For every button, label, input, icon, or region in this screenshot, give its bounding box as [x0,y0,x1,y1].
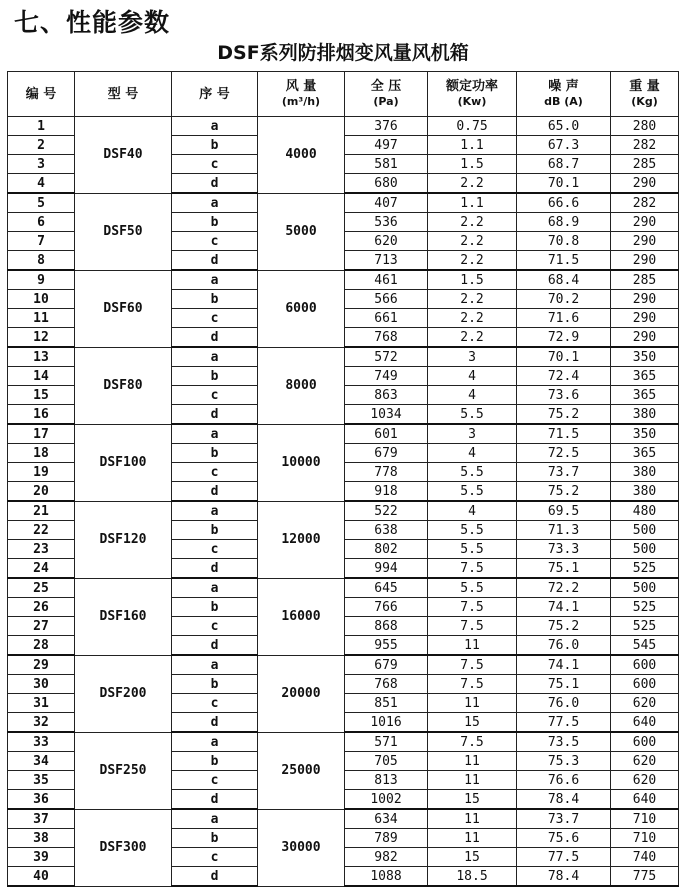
cell-noise: 73.7 [517,463,611,482]
cell-seq: b [172,598,258,617]
cell-power: 3 [428,424,517,444]
cell-weight: 290 [611,213,679,232]
cell-seq: d [172,790,258,810]
cell-seq: c [172,309,258,328]
cell-no: 15 [8,386,75,405]
cell-no: 6 [8,213,75,232]
cell-pressure: 566 [345,290,428,309]
cell-weight: 290 [611,174,679,194]
cell-seq: a [172,578,258,598]
cell-no: 2 [8,136,75,155]
cell-seq: d [172,251,258,271]
cell-noise: 76.0 [517,636,611,656]
cell-noise: 75.3 [517,752,611,771]
cell-seq: b [172,829,258,848]
cell-no: 19 [8,463,75,482]
cell-noise: 72.5 [517,444,611,463]
cell-no: 36 [8,790,75,810]
cell-airflow: 8000 [258,347,345,424]
table-row [8,117,679,136]
cell-seq: c [172,694,258,713]
cell-weight: 350 [611,347,679,367]
cell-weight: 365 [611,367,679,386]
cell-weight: 620 [611,771,679,790]
cell-no: 21 [8,501,75,521]
cell-noise: 71.6 [517,309,611,328]
cell-weight: 500 [611,578,679,598]
cell-power: 11 [428,694,517,713]
cell-pressure: 634 [345,809,428,829]
cell-pressure: 680 [345,174,428,194]
cell-seq: c [172,771,258,790]
cell-power: 1.1 [428,136,517,155]
cell-pressure: 868 [345,617,428,636]
cell-noise: 76.0 [517,694,611,713]
cell-weight: 640 [611,790,679,810]
cell-seq: d [172,559,258,579]
cell-airflow: 20000 [258,655,345,732]
cell-noise: 70.2 [517,290,611,309]
cell-seq: b [172,675,258,694]
table-row [8,501,679,521]
cell-seq: c [172,848,258,867]
cell-noise: 73.7 [517,809,611,829]
cell-seq: a [172,347,258,367]
cell-no: 32 [8,713,75,733]
cell-power: 11 [428,752,517,771]
cell-model: DSF300 [75,809,172,886]
cell-noise: 77.5 [517,848,611,867]
cell-power: 15 [428,848,517,867]
cell-noise: 73.5 [517,732,611,752]
cell-weight: 500 [611,540,679,559]
cell-weight: 290 [611,251,679,271]
cell-power: 5.5 [428,405,517,425]
cell-model: DSF80 [75,347,172,424]
cell-power: 15 [428,790,517,810]
cell-no: 17 [8,424,75,444]
cell-seq: b [172,367,258,386]
cell-noise: 68.4 [517,270,611,290]
cell-power: 0.75 [428,117,517,136]
cell-pressure: 376 [345,117,428,136]
cell-power: 7.5 [428,559,517,579]
cell-pressure: 778 [345,463,428,482]
cell-seq: b [172,752,258,771]
cell-pressure: 679 [345,655,428,675]
cell-noise: 65.0 [517,117,611,136]
cell-model: DSF120 [75,501,172,578]
cell-pressure: 813 [345,771,428,790]
cell-power: 5.5 [428,521,517,540]
cell-airflow: 10000 [258,424,345,501]
cell-weight: 525 [611,559,679,579]
cell-seq: a [172,193,258,213]
cell-seq: a [172,655,258,675]
cell-noise: 75.2 [517,482,611,502]
cell-power: 7.5 [428,617,517,636]
cell-airflow: 5000 [258,193,345,270]
cell-no: 27 [8,617,75,636]
cell-seq: d [172,174,258,194]
cell-pressure: 1002 [345,790,428,810]
table-row [8,578,679,598]
cell-noise: 78.4 [517,790,611,810]
cell-no: 20 [8,482,75,502]
cell-pressure: 851 [345,694,428,713]
cell-pressure: 863 [345,386,428,405]
cell-pressure: 1034 [345,405,428,425]
cell-seq: d [172,713,258,733]
cell-weight: 640 [611,713,679,733]
cell-noise: 75.6 [517,829,611,848]
cell-weight: 290 [611,290,679,309]
cell-no: 8 [8,251,75,271]
cell-no: 31 [8,694,75,713]
cell-seq: d [172,867,258,887]
cell-no: 5 [8,193,75,213]
cell-pressure: 802 [345,540,428,559]
cell-no: 22 [8,521,75,540]
table-title: DSF系列防排烟变风量风机箱 [217,42,469,64]
cell-no: 29 [8,655,75,675]
cell-weight: 282 [611,193,679,213]
cell-weight: 350 [611,424,679,444]
cell-pressure: 645 [345,578,428,598]
cell-pressure: 497 [345,136,428,155]
cell-noise: 72.2 [517,578,611,598]
cell-seq: d [172,482,258,502]
cell-weight: 280 [611,117,679,136]
cell-seq: c [172,617,258,636]
cell-power: 11 [428,771,517,790]
table-row [8,424,679,444]
cell-pressure: 955 [345,636,428,656]
cell-weight: 500 [611,521,679,540]
cell-noise: 75.1 [517,559,611,579]
cell-noise: 73.3 [517,540,611,559]
cell-noise: 68.9 [517,213,611,232]
cell-pressure: 679 [345,444,428,463]
cell-pressure: 994 [345,559,428,579]
cell-seq: c [172,463,258,482]
header-noise: 噪 声 dB (A) [517,72,611,117]
header-airflow: 风 量 (m³/h) [258,72,345,117]
cell-seq: c [172,540,258,559]
cell-no: 7 [8,232,75,251]
cell-seq: c [172,155,258,174]
cell-pressure: 768 [345,328,428,348]
header-power: 额定功率 (Kw) [428,72,517,117]
cell-noise: 71.5 [517,424,611,444]
cell-pressure: 522 [345,501,428,521]
cell-weight: 380 [611,463,679,482]
cell-power: 5.5 [428,482,517,502]
cell-seq: b [172,444,258,463]
cell-model: DSF250 [75,732,172,809]
header-row [8,72,679,117]
cell-weight: 600 [611,675,679,694]
cell-no: 30 [8,675,75,694]
header-seq: 序 号 [172,72,258,117]
cell-weight: 775 [611,867,679,887]
cell-weight: 525 [611,617,679,636]
section-title: 七、性能参数 [14,8,171,37]
cell-power: 2.2 [428,251,517,271]
cell-seq: d [172,636,258,656]
cell-no: 24 [8,559,75,579]
cell-no: 39 [8,848,75,867]
cell-pressure: 536 [345,213,428,232]
cell-airflow: 16000 [258,578,345,655]
cell-power: 2.2 [428,174,517,194]
cell-power: 1.5 [428,270,517,290]
cell-noise: 66.6 [517,193,611,213]
cell-weight: 545 [611,636,679,656]
cell-noise: 72.9 [517,328,611,348]
cell-seq: a [172,270,258,290]
cell-seq: d [172,328,258,348]
table-row [8,809,679,829]
cell-pressure: 1088 [345,867,428,887]
cell-pressure: 766 [345,598,428,617]
cell-weight: 710 [611,829,679,848]
cell-weight: 290 [611,309,679,328]
cell-power: 4 [428,367,517,386]
cell-noise: 77.5 [517,713,611,733]
cell-seq: a [172,117,258,136]
cell-power: 18.5 [428,867,517,887]
cell-no: 25 [8,578,75,598]
cell-model: DSF200 [75,655,172,732]
cell-pressure: 601 [345,424,428,444]
cell-pressure: 749 [345,367,428,386]
cell-power: 4 [428,444,517,463]
cell-weight: 290 [611,328,679,348]
cell-weight: 480 [611,501,679,521]
cell-weight: 365 [611,444,679,463]
cell-no: 14 [8,367,75,386]
cell-noise: 75.2 [517,405,611,425]
cell-power: 3 [428,347,517,367]
cell-no: 23 [8,540,75,559]
cell-no: 13 [8,347,75,367]
cell-power: 4 [428,501,517,521]
cell-weight: 600 [611,655,679,675]
cell-noise: 71.5 [517,251,611,271]
cell-no: 3 [8,155,75,174]
cell-no: 1 [8,117,75,136]
cell-weight: 285 [611,270,679,290]
cell-power: 1.5 [428,155,517,174]
cell-pressure: 768 [345,675,428,694]
cell-power: 4 [428,386,517,405]
cell-no: 9 [8,270,75,290]
cell-seq: b [172,136,258,155]
cell-no: 37 [8,809,75,829]
cell-weight: 525 [611,598,679,617]
cell-airflow: 4000 [258,117,345,194]
cell-airflow: 6000 [258,270,345,347]
cell-seq: b [172,290,258,309]
cell-model: DSF160 [75,578,172,655]
cell-pressure: 1016 [345,713,428,733]
cell-airflow: 30000 [258,809,345,886]
table-body [8,117,679,887]
cell-noise: 74.1 [517,598,611,617]
cell-no: 35 [8,771,75,790]
header-no: 编 号 [8,72,75,117]
cell-seq: b [172,521,258,540]
cell-power: 7.5 [428,598,517,617]
table-row [8,732,679,752]
cell-model: DSF40 [75,117,172,194]
cell-noise: 75.2 [517,617,611,636]
cell-seq: a [172,501,258,521]
cell-noise: 71.3 [517,521,611,540]
cell-pressure: 571 [345,732,428,752]
cell-power: 1.1 [428,193,517,213]
cell-power: 11 [428,636,517,656]
cell-no: 38 [8,829,75,848]
cell-weight: 600 [611,732,679,752]
cell-weight: 365 [611,386,679,405]
cell-no: 10 [8,290,75,309]
cell-noise: 74.1 [517,655,611,675]
table-row [8,655,679,675]
cell-power: 2.2 [428,290,517,309]
cell-power: 15 [428,713,517,733]
cell-noise: 70.1 [517,174,611,194]
cell-weight: 380 [611,482,679,502]
cell-noise: 78.4 [517,867,611,887]
cell-power: 11 [428,829,517,848]
cell-weight: 620 [611,694,679,713]
cell-noise: 68.7 [517,155,611,174]
cell-power: 5.5 [428,578,517,598]
cell-power: 2.2 [428,213,517,232]
cell-weight: 380 [611,405,679,425]
cell-power: 7.5 [428,675,517,694]
cell-weight: 285 [611,155,679,174]
cell-seq: a [172,732,258,752]
cell-power: 2.2 [428,309,517,328]
cell-weight: 620 [611,752,679,771]
cell-power: 11 [428,809,517,829]
cell-pressure: 572 [345,347,428,367]
cell-seq: c [172,386,258,405]
cell-seq: b [172,213,258,232]
cell-pressure: 661 [345,309,428,328]
cell-pressure: 918 [345,482,428,502]
table-row [8,193,679,213]
cell-no: 11 [8,309,75,328]
cell-noise: 73.6 [517,386,611,405]
cell-no: 26 [8,598,75,617]
cell-no: 18 [8,444,75,463]
cell-pressure: 638 [345,521,428,540]
cell-noise: 75.1 [517,675,611,694]
cell-noise: 69.5 [517,501,611,521]
cell-seq: a [172,424,258,444]
cell-pressure: 461 [345,270,428,290]
cell-no: 28 [8,636,75,656]
cell-pressure: 620 [345,232,428,251]
cell-noise: 67.3 [517,136,611,155]
cell-power: 2.2 [428,232,517,251]
cell-noise: 70.1 [517,347,611,367]
cell-no: 34 [8,752,75,771]
cell-no: 4 [8,174,75,194]
cell-seq: a [172,809,258,829]
cell-pressure: 789 [345,829,428,848]
cell-model: DSF50 [75,193,172,270]
cell-airflow: 25000 [258,732,345,809]
cell-noise: 70.8 [517,232,611,251]
cell-weight: 282 [611,136,679,155]
table-row [8,347,679,367]
cell-airflow: 12000 [258,501,345,578]
cell-power: 2.2 [428,328,517,348]
cell-pressure: 581 [345,155,428,174]
performance-table [7,71,679,887]
cell-power: 7.5 [428,655,517,675]
header-pressure: 全 压 (Pa) [345,72,428,117]
cell-model: DSF100 [75,424,172,501]
cell-no: 12 [8,328,75,348]
cell-no: 16 [8,405,75,425]
cell-power: 5.5 [428,540,517,559]
cell-noise: 72.4 [517,367,611,386]
cell-pressure: 713 [345,251,428,271]
table-row [8,270,679,290]
cell-pressure: 407 [345,193,428,213]
cell-seq: d [172,405,258,425]
cell-seq: c [172,232,258,251]
cell-pressure: 705 [345,752,428,771]
cell-weight: 290 [611,232,679,251]
cell-power: 5.5 [428,463,517,482]
cell-no: 33 [8,732,75,752]
cell-power: 7.5 [428,732,517,752]
header-weight: 重 量 (Kg) [611,72,679,117]
cell-model: DSF60 [75,270,172,347]
cell-weight: 710 [611,809,679,829]
cell-pressure: 982 [345,848,428,867]
header-model: 型 号 [75,72,172,117]
cell-noise: 76.6 [517,771,611,790]
cell-no: 40 [8,867,75,887]
cell-weight: 740 [611,848,679,867]
